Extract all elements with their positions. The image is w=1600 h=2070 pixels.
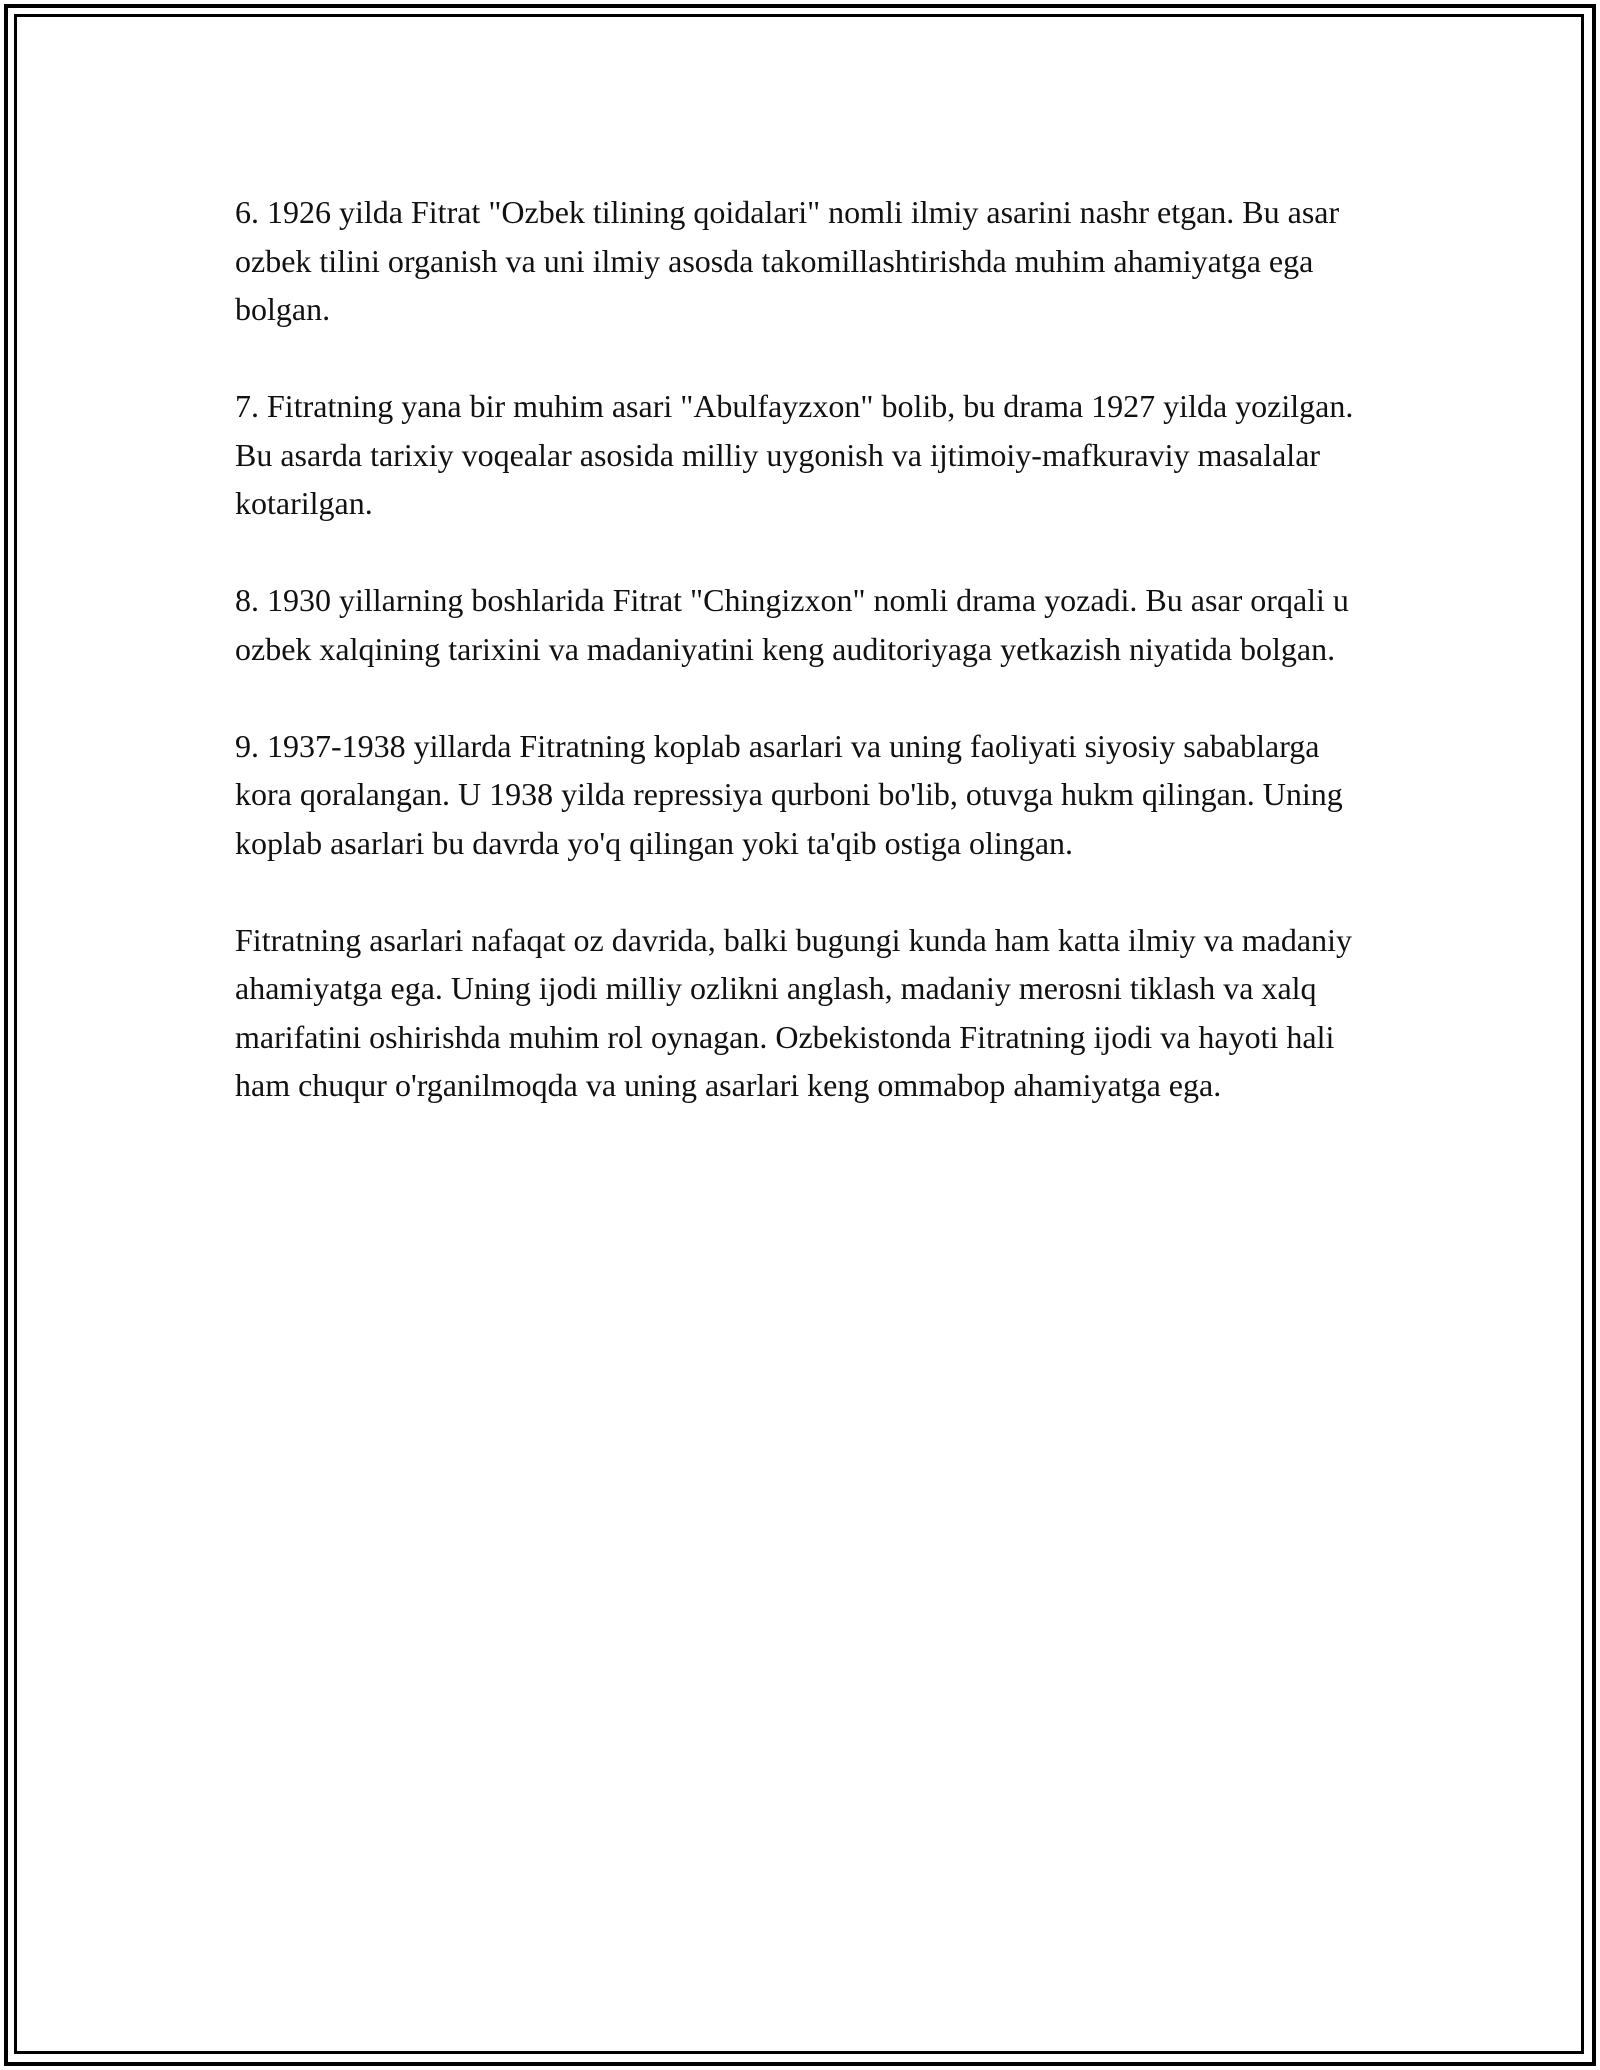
paragraph-item-9: 9. 1937-1938 yillarda Fitratning koplab asarlari va uning faoliyati siyosiy sabablarga kora qoralangan. U 1938 yilda repressiya qurboni bo'lib, otuvga hukm qilingan. Uning koplab asarlari bu davrda yo'q qilingan yoki ta'qib ostiga olingan. [235,727,1343,861]
paragraph-item-7: 7. Fitratning yana bir muhim asari "Abulfayzxon" bolib, bu drama 1927 yilda yozilgan. Bu asarda tarixiy voqealar asosida milliy uygonish va ijtimoiy-mafkuraviy masalalar kotarilgan. [235,388,1354,521]
paragraph-item-6: 6. 1926 yilda Fitrat "Ozbek tilining qoidalari" nomli ilmiy asarini nashr etgan. Bu asar ozbek tilini organish va uni ilmiy asosda takomillashtirishda muhim ahamiyatga ega bolgan. [235,194,1340,327]
paragraph-conclusion: Fitratning asarlari nafaqat oz davrida, balki bugungi kunda ham katta ilmiy va madaniy ahamiyatga ega. Uning ijodi milliy ozlikni anglash, madaniy merosni tiklash va xalq marifatini oshirishda muhim rol oynagan. Ozbekistonda Fitratning ijodi va hayoti hali ham chuqur o'rganilmoqda va uning asarlari keng ommabop ahamiyatga ega. [235,921,1352,1103]
paragraph-item-8: 8. 1930 yillarning boshlarida Fitrat "Chingizxon" nomli drama yozadi. Bu asar orqali u ozbek xalqining tarixini va madaniyatini keng auditoriyaga yetkazish niyatida bolgan. [235,582,1349,667]
document-body [235,188,1365,1158]
